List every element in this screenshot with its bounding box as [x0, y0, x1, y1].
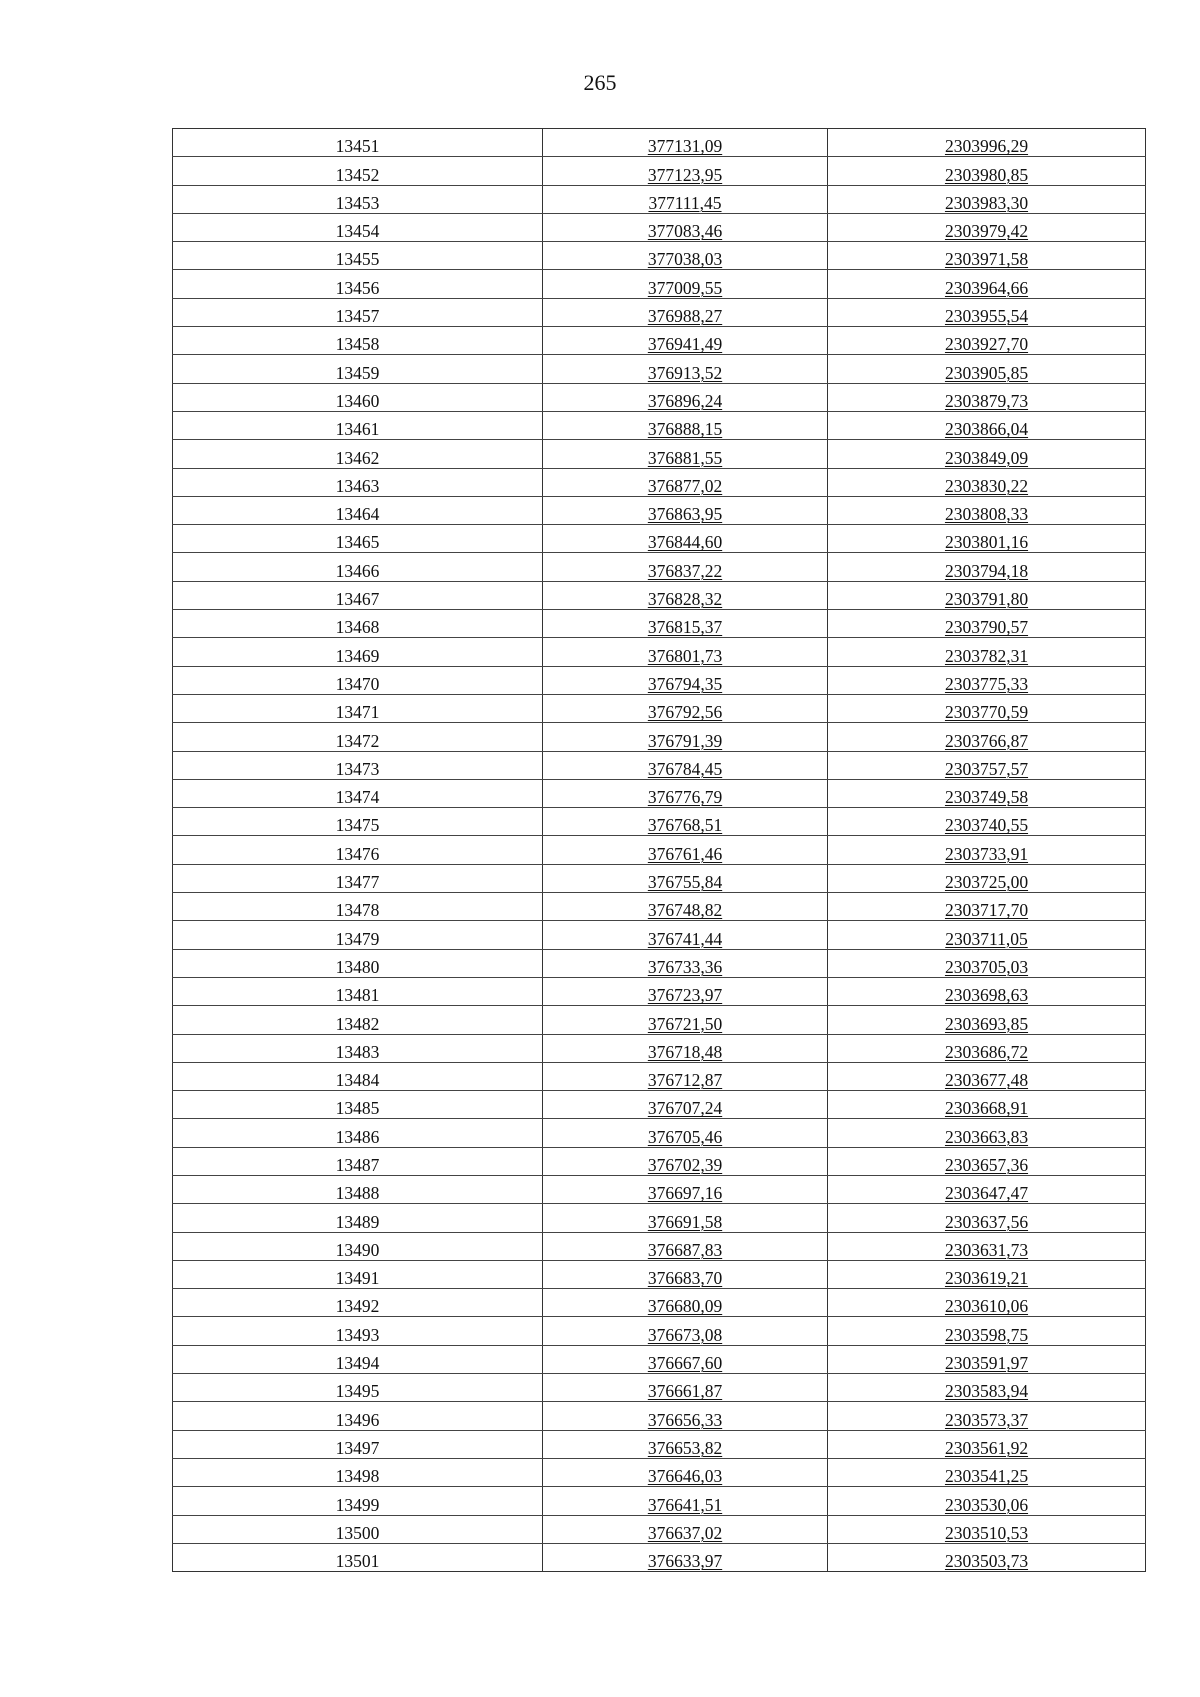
point-number-cell: 13460	[173, 383, 543, 411]
point-number-cell: 13454	[173, 213, 543, 241]
y-coordinate-cell: 2303794,18	[828, 553, 1146, 581]
table-row	[173, 1119, 1146, 1147]
table-row	[173, 553, 1146, 581]
table-row	[173, 411, 1146, 439]
y-coordinate-cell: 2303979,42	[828, 213, 1146, 241]
y-coordinate-cell: 2303598,75	[828, 1317, 1146, 1345]
x-coordinate-cell: 376697,16	[543, 1175, 828, 1203]
table-row	[173, 921, 1146, 949]
x-coordinate-cell: 376801,73	[543, 638, 828, 666]
x-coordinate-cell: 376661,87	[543, 1374, 828, 1402]
x-coordinate-cell: 376656,33	[543, 1402, 828, 1430]
table-row	[173, 949, 1146, 977]
x-coordinate-cell: 376748,82	[543, 893, 828, 921]
table-row	[173, 893, 1146, 921]
table-row	[173, 298, 1146, 326]
point-number-cell: 13486	[173, 1119, 543, 1147]
x-coordinate-cell: 376877,02	[543, 468, 828, 496]
y-coordinate-cell: 2303657,36	[828, 1147, 1146, 1175]
table-row	[173, 1147, 1146, 1175]
point-number-cell: 13459	[173, 355, 543, 383]
point-number-cell: 13462	[173, 440, 543, 468]
x-coordinate-cell: 376653,82	[543, 1430, 828, 1458]
x-coordinate-cell: 377111,45	[543, 185, 828, 213]
x-coordinate-cell: 376683,70	[543, 1260, 828, 1288]
x-coordinate-cell: 376881,55	[543, 440, 828, 468]
point-number-cell: 13472	[173, 723, 543, 751]
point-number-cell: 13497	[173, 1430, 543, 1458]
x-coordinate-cell: 376844,60	[543, 525, 828, 553]
y-coordinate-cell: 2303668,91	[828, 1091, 1146, 1119]
point-number-cell: 13451	[173, 129, 543, 157]
y-coordinate-cell: 2303619,21	[828, 1260, 1146, 1288]
x-coordinate-cell: 377038,03	[543, 242, 828, 270]
point-number-cell: 13476	[173, 836, 543, 864]
y-coordinate-cell: 2303801,16	[828, 525, 1146, 553]
y-coordinate-cell: 2303749,58	[828, 779, 1146, 807]
table-row	[173, 977, 1146, 1005]
x-coordinate-cell: 376646,03	[543, 1458, 828, 1486]
x-coordinate-cell: 376791,39	[543, 723, 828, 751]
y-coordinate-cell: 2303693,85	[828, 1006, 1146, 1034]
point-number-cell: 13488	[173, 1175, 543, 1203]
x-coordinate-cell: 376888,15	[543, 411, 828, 439]
point-number-cell: 13458	[173, 327, 543, 355]
point-number-cell: 13481	[173, 977, 543, 1005]
table-row	[173, 213, 1146, 241]
point-number-cell: 13493	[173, 1317, 543, 1345]
x-coordinate-cell: 376755,84	[543, 864, 828, 892]
table-row	[173, 581, 1146, 609]
table-row	[173, 1232, 1146, 1260]
y-coordinate-cell: 2303808,33	[828, 496, 1146, 524]
x-coordinate-cell: 376637,02	[543, 1515, 828, 1543]
y-coordinate-cell: 2303905,85	[828, 355, 1146, 383]
point-number-cell: 13465	[173, 525, 543, 553]
point-number-cell: 13498	[173, 1458, 543, 1486]
y-coordinate-cell: 2303583,94	[828, 1374, 1146, 1402]
point-number-cell: 13487	[173, 1147, 543, 1175]
table-row	[173, 638, 1146, 666]
y-coordinate-cell: 2303770,59	[828, 694, 1146, 722]
point-number-cell: 13466	[173, 553, 543, 581]
x-coordinate-cell: 377131,09	[543, 129, 828, 157]
x-coordinate-cell: 376761,46	[543, 836, 828, 864]
table-row	[173, 751, 1146, 779]
table-row	[173, 129, 1146, 157]
x-coordinate-cell: 376721,50	[543, 1006, 828, 1034]
point-number-cell: 13495	[173, 1374, 543, 1402]
y-coordinate-cell: 2303705,03	[828, 949, 1146, 977]
x-coordinate-cell: 376707,24	[543, 1091, 828, 1119]
x-coordinate-cell: 376673,08	[543, 1317, 828, 1345]
y-coordinate-cell: 2303530,06	[828, 1487, 1146, 1515]
y-coordinate-cell: 2303955,54	[828, 298, 1146, 326]
x-coordinate-cell: 376691,58	[543, 1204, 828, 1232]
table-row	[173, 1374, 1146, 1402]
y-coordinate-cell: 2303849,09	[828, 440, 1146, 468]
y-coordinate-cell: 2303964,66	[828, 270, 1146, 298]
x-coordinate-cell: 376988,27	[543, 298, 828, 326]
point-number-cell: 13469	[173, 638, 543, 666]
x-coordinate-cell: 376718,48	[543, 1034, 828, 1062]
table-row	[173, 440, 1146, 468]
table-row	[173, 1515, 1146, 1543]
coordinates-table-body	[173, 129, 1146, 1572]
x-coordinate-cell: 376680,09	[543, 1289, 828, 1317]
point-number-cell: 13479	[173, 921, 543, 949]
y-coordinate-cell: 2303757,57	[828, 751, 1146, 779]
point-number-cell: 13473	[173, 751, 543, 779]
x-coordinate-cell: 376687,83	[543, 1232, 828, 1260]
table-row	[173, 1458, 1146, 1486]
table-row	[173, 1204, 1146, 1232]
table-row	[173, 610, 1146, 638]
point-number-cell: 13468	[173, 610, 543, 638]
y-coordinate-cell: 2303971,58	[828, 242, 1146, 270]
table-row	[173, 836, 1146, 864]
x-coordinate-cell: 376741,44	[543, 921, 828, 949]
x-coordinate-cell: 376941,49	[543, 327, 828, 355]
coordinates-table	[172, 128, 1146, 1572]
y-coordinate-cell: 2303766,87	[828, 723, 1146, 751]
x-coordinate-cell: 376896,24	[543, 383, 828, 411]
y-coordinate-cell: 2303866,04	[828, 411, 1146, 439]
point-number-cell: 13496	[173, 1402, 543, 1430]
y-coordinate-cell: 2303790,57	[828, 610, 1146, 638]
y-coordinate-cell: 2303996,29	[828, 129, 1146, 157]
y-coordinate-cell: 2303983,30	[828, 185, 1146, 213]
point-number-cell: 13482	[173, 1006, 543, 1034]
x-coordinate-cell: 376784,45	[543, 751, 828, 779]
table-row	[173, 779, 1146, 807]
x-coordinate-cell: 377009,55	[543, 270, 828, 298]
point-number-cell: 13499	[173, 1487, 543, 1515]
x-coordinate-cell: 376913,52	[543, 355, 828, 383]
table-row	[173, 327, 1146, 355]
point-number-cell: 13501	[173, 1543, 543, 1571]
table-row	[173, 1062, 1146, 1090]
x-coordinate-cell: 376794,35	[543, 666, 828, 694]
x-coordinate-cell: 376792,56	[543, 694, 828, 722]
point-number-cell: 13494	[173, 1345, 543, 1373]
table-row	[173, 1430, 1146, 1458]
point-number-cell: 13491	[173, 1260, 543, 1288]
y-coordinate-cell: 2303663,83	[828, 1119, 1146, 1147]
point-number-cell: 13457	[173, 298, 543, 326]
point-number-cell: 13477	[173, 864, 543, 892]
point-number-cell: 13490	[173, 1232, 543, 1260]
point-number-cell: 13452	[173, 157, 543, 185]
table-row	[173, 270, 1146, 298]
table-row	[173, 157, 1146, 185]
point-number-cell: 13500	[173, 1515, 543, 1543]
point-number-cell: 13471	[173, 694, 543, 722]
table-row	[173, 496, 1146, 524]
point-number-cell: 13478	[173, 893, 543, 921]
y-coordinate-cell: 2303927,70	[828, 327, 1146, 355]
y-coordinate-cell: 2303541,25	[828, 1458, 1146, 1486]
table-row	[173, 1034, 1146, 1062]
point-number-cell: 13474	[173, 779, 543, 807]
y-coordinate-cell: 2303717,70	[828, 893, 1146, 921]
table-row	[173, 1289, 1146, 1317]
point-number-cell: 13485	[173, 1091, 543, 1119]
table-row	[173, 1345, 1146, 1373]
y-coordinate-cell: 2303725,00	[828, 864, 1146, 892]
page-number: 265	[583, 70, 617, 95]
point-number-cell: 13456	[173, 270, 543, 298]
table-row	[173, 1006, 1146, 1034]
y-coordinate-cell: 2303791,80	[828, 581, 1146, 609]
x-coordinate-cell: 376768,51	[543, 808, 828, 836]
table-row	[173, 185, 1146, 213]
point-number-cell: 13492	[173, 1289, 543, 1317]
point-number-cell: 13463	[173, 468, 543, 496]
table-row	[173, 1543, 1146, 1571]
y-coordinate-cell: 2303647,47	[828, 1175, 1146, 1203]
table-row	[173, 383, 1146, 411]
x-coordinate-cell: 376633,97	[543, 1543, 828, 1571]
x-coordinate-cell: 376723,97	[543, 977, 828, 1005]
y-coordinate-cell: 2303711,05	[828, 921, 1146, 949]
point-number-cell: 13464	[173, 496, 543, 524]
y-coordinate-cell: 2303830,22	[828, 468, 1146, 496]
x-coordinate-cell: 376705,46	[543, 1119, 828, 1147]
x-coordinate-cell: 376733,36	[543, 949, 828, 977]
y-coordinate-cell: 2303733,91	[828, 836, 1146, 864]
point-number-cell: 13455	[173, 242, 543, 270]
y-coordinate-cell: 2303775,33	[828, 666, 1146, 694]
point-number-cell: 13453	[173, 185, 543, 213]
table-row	[173, 1091, 1146, 1119]
point-number-cell: 13470	[173, 666, 543, 694]
y-coordinate-cell: 2303879,73	[828, 383, 1146, 411]
table-row	[173, 468, 1146, 496]
point-number-cell: 13484	[173, 1062, 543, 1090]
table-row	[173, 808, 1146, 836]
table-row	[173, 355, 1146, 383]
table-row	[173, 864, 1146, 892]
y-coordinate-cell: 2303503,73	[828, 1543, 1146, 1571]
y-coordinate-cell: 2303782,31	[828, 638, 1146, 666]
x-coordinate-cell: 376815,37	[543, 610, 828, 638]
y-coordinate-cell: 2303510,53	[828, 1515, 1146, 1543]
y-coordinate-cell: 2303677,48	[828, 1062, 1146, 1090]
point-number-cell: 13475	[173, 808, 543, 836]
x-coordinate-cell: 377083,46	[543, 213, 828, 241]
x-coordinate-cell: 376641,51	[543, 1487, 828, 1515]
point-number-cell: 13489	[173, 1204, 543, 1232]
point-number-cell: 13480	[173, 949, 543, 977]
x-coordinate-cell: 376776,79	[543, 779, 828, 807]
x-coordinate-cell: 376863,95	[543, 496, 828, 524]
point-number-cell: 13461	[173, 411, 543, 439]
table-row	[173, 1260, 1146, 1288]
y-coordinate-cell: 2303573,37	[828, 1402, 1146, 1430]
table-row	[173, 1175, 1146, 1203]
y-coordinate-cell: 2303740,55	[828, 808, 1146, 836]
y-coordinate-cell: 2303698,63	[828, 977, 1146, 1005]
point-number-cell: 13483	[173, 1034, 543, 1062]
table-row	[173, 666, 1146, 694]
y-coordinate-cell: 2303591,97	[828, 1345, 1146, 1373]
table-row	[173, 242, 1146, 270]
table-row	[173, 525, 1146, 553]
table-row	[173, 723, 1146, 751]
y-coordinate-cell: 2303561,92	[828, 1430, 1146, 1458]
x-coordinate-cell: 376712,87	[543, 1062, 828, 1090]
x-coordinate-cell: 376702,39	[543, 1147, 828, 1175]
x-coordinate-cell: 377123,95	[543, 157, 828, 185]
y-coordinate-cell: 2303631,73	[828, 1232, 1146, 1260]
table-row	[173, 694, 1146, 722]
y-coordinate-cell: 2303686,72	[828, 1034, 1146, 1062]
table-row	[173, 1317, 1146, 1345]
table-row	[173, 1487, 1146, 1515]
point-number-cell: 13467	[173, 581, 543, 609]
x-coordinate-cell: 376837,22	[543, 553, 828, 581]
x-coordinate-cell: 376667,60	[543, 1345, 828, 1373]
x-coordinate-cell: 376828,32	[543, 581, 828, 609]
y-coordinate-cell: 2303637,56	[828, 1204, 1146, 1232]
y-coordinate-cell: 2303610,06	[828, 1289, 1146, 1317]
table-row	[173, 1402, 1146, 1430]
y-coordinate-cell: 2303980,85	[828, 157, 1146, 185]
